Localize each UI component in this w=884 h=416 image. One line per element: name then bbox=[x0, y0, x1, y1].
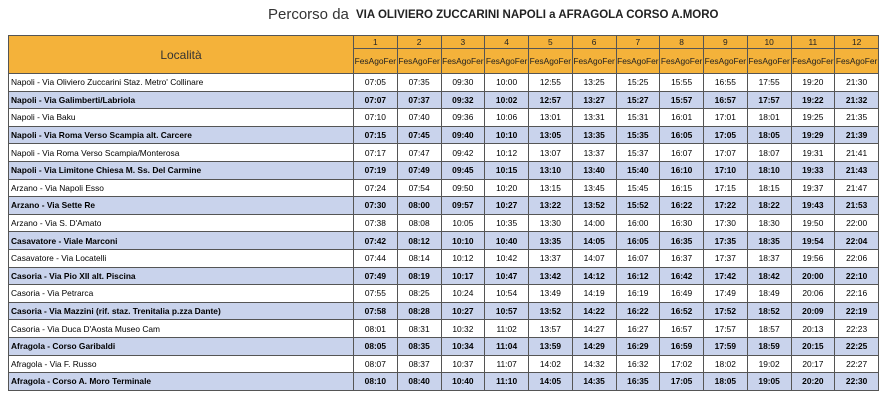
service-days-header: FesAgoFer bbox=[747, 49, 791, 74]
departure-time: 07:38 bbox=[354, 214, 398, 232]
departure-time: 09:36 bbox=[441, 109, 485, 127]
departure-time: 08:19 bbox=[397, 267, 441, 285]
timetable-body bbox=[9, 74, 879, 391]
departure-time: 16:30 bbox=[660, 214, 704, 232]
departure-time: 21:47 bbox=[835, 179, 879, 197]
page-header bbox=[0, 3, 884, 29]
run-number-header: 6 bbox=[572, 36, 616, 49]
run-number-header: 7 bbox=[616, 36, 660, 49]
departure-time: 11:10 bbox=[485, 373, 529, 391]
departure-time: 08:01 bbox=[354, 320, 398, 338]
departure-time: 07:47 bbox=[397, 144, 441, 162]
departure-time: 07:58 bbox=[354, 302, 398, 320]
departure-time: 10:27 bbox=[441, 302, 485, 320]
departure-time: 14:22 bbox=[572, 302, 616, 320]
departure-time: 07:49 bbox=[354, 267, 398, 285]
departure-time: 15:55 bbox=[660, 74, 704, 92]
run-number-header: 10 bbox=[747, 36, 791, 49]
departure-time: 10:27 bbox=[485, 197, 529, 215]
departure-time: 14:07 bbox=[572, 249, 616, 267]
departure-time: 19:02 bbox=[747, 355, 791, 373]
departure-time: 07:42 bbox=[354, 232, 398, 250]
run-number-header: 5 bbox=[529, 36, 573, 49]
departure-time: 14:27 bbox=[572, 320, 616, 338]
stop-name: Arzano - Via Napoli Esso bbox=[9, 179, 354, 197]
departure-time: 21:39 bbox=[835, 126, 879, 144]
departure-time: 09:40 bbox=[441, 126, 485, 144]
departure-time: 19:31 bbox=[791, 144, 835, 162]
stop-name: Casoria - Via Mazzini (rif. staz. Trenitalia p.zza Dante) bbox=[9, 302, 354, 320]
departure-time: 19:56 bbox=[791, 249, 835, 267]
departure-time: 13:05 bbox=[529, 126, 573, 144]
departure-time: 14:05 bbox=[529, 373, 573, 391]
service-days-header: FesAgoFer bbox=[485, 49, 529, 74]
departure-time: 09:50 bbox=[441, 179, 485, 197]
departure-time: 17:57 bbox=[747, 91, 791, 109]
departure-time: 16:07 bbox=[660, 144, 704, 162]
stop-name: Arzano - Via S. D'Amato bbox=[9, 214, 354, 232]
stop-name: Casavatore - Viale Marconi bbox=[9, 232, 354, 250]
departure-time: 10:35 bbox=[485, 214, 529, 232]
departure-time: 07:37 bbox=[397, 91, 441, 109]
departure-time: 19:29 bbox=[791, 126, 835, 144]
departure-time: 13:25 bbox=[572, 74, 616, 92]
departure-time: 08:25 bbox=[397, 285, 441, 303]
departure-time: 22:30 bbox=[835, 373, 879, 391]
departure-time: 18:07 bbox=[747, 144, 791, 162]
stop-name: Napoli - Via Baku bbox=[9, 109, 354, 127]
departure-time: 18:49 bbox=[747, 285, 791, 303]
stop-row bbox=[9, 285, 879, 303]
stop-name: Napoli - Via Oliviero Zuccarini Staz. Metro' Collinare bbox=[9, 74, 354, 92]
stop-row bbox=[9, 109, 879, 127]
departure-time: 13:35 bbox=[572, 126, 616, 144]
stop-row bbox=[9, 126, 879, 144]
departure-time: 22:16 bbox=[835, 285, 879, 303]
departure-time: 18:05 bbox=[704, 373, 748, 391]
departure-time: 13:40 bbox=[572, 161, 616, 179]
departure-time: 13:01 bbox=[529, 109, 573, 127]
departure-time: 21:35 bbox=[835, 109, 879, 127]
departure-time: 14:29 bbox=[572, 337, 616, 355]
departure-time: 17:59 bbox=[704, 337, 748, 355]
departure-time: 17:30 bbox=[704, 214, 748, 232]
service-days-header: FesAgoFer bbox=[835, 49, 879, 74]
departure-time: 22:23 bbox=[835, 320, 879, 338]
location-column-header: Località bbox=[9, 36, 354, 74]
departure-time: 08:31 bbox=[397, 320, 441, 338]
departure-time: 10:12 bbox=[441, 249, 485, 267]
departure-time: 17:55 bbox=[747, 74, 791, 92]
departure-time: 13:49 bbox=[529, 285, 573, 303]
departure-time: 14:32 bbox=[572, 355, 616, 373]
departure-time: 18:05 bbox=[747, 126, 791, 144]
departure-time: 10:40 bbox=[485, 232, 529, 250]
departure-time: 14:19 bbox=[572, 285, 616, 303]
departure-time: 10:34 bbox=[441, 337, 485, 355]
departure-time: 08:00 bbox=[397, 197, 441, 215]
departure-time: 19:43 bbox=[791, 197, 835, 215]
stop-row bbox=[9, 74, 879, 92]
departure-time: 13:52 bbox=[572, 197, 616, 215]
run-number-header: 1 bbox=[354, 36, 398, 49]
run-number-header: 9 bbox=[704, 36, 748, 49]
departure-time: 20:13 bbox=[791, 320, 835, 338]
service-days-header: FesAgoFer bbox=[441, 49, 485, 74]
departure-time: 16:19 bbox=[616, 285, 660, 303]
stop-row bbox=[9, 355, 879, 373]
timetable-header bbox=[9, 36, 879, 74]
departure-time: 21:30 bbox=[835, 74, 879, 92]
departure-time: 10:00 bbox=[485, 74, 529, 92]
stop-row bbox=[9, 161, 879, 179]
departure-time: 16:57 bbox=[660, 320, 704, 338]
departure-time: 17:01 bbox=[704, 109, 748, 127]
departure-time: 16:00 bbox=[616, 214, 660, 232]
departure-time: 07:55 bbox=[354, 285, 398, 303]
service-days-header: FesAgoFer bbox=[397, 49, 441, 74]
departure-time: 13:42 bbox=[529, 267, 573, 285]
departure-time: 16:57 bbox=[704, 91, 748, 109]
departure-time: 17:22 bbox=[704, 197, 748, 215]
departure-time: 10:15 bbox=[485, 161, 529, 179]
departure-time: 22:27 bbox=[835, 355, 879, 373]
departure-time: 09:32 bbox=[441, 91, 485, 109]
departure-time: 16:22 bbox=[660, 197, 704, 215]
departure-time: 11:04 bbox=[485, 337, 529, 355]
service-days-header: FesAgoFer bbox=[354, 49, 398, 74]
stop-row bbox=[9, 267, 879, 285]
departure-time: 16:52 bbox=[660, 302, 704, 320]
run-number-header: 11 bbox=[791, 36, 835, 49]
departure-time: 10:10 bbox=[485, 126, 529, 144]
departure-time: 10:12 bbox=[485, 144, 529, 162]
departure-time: 21:41 bbox=[835, 144, 879, 162]
departure-time: 14:00 bbox=[572, 214, 616, 232]
departure-time: 10:10 bbox=[441, 232, 485, 250]
run-number-header: 2 bbox=[397, 36, 441, 49]
stop-name: Napoli - Via Roma Verso Scampia alt. Carcere bbox=[9, 126, 354, 144]
departure-time: 16:37 bbox=[660, 249, 704, 267]
departure-time: 07:10 bbox=[354, 109, 398, 127]
departure-time: 21:43 bbox=[835, 161, 879, 179]
departure-time: 13:22 bbox=[529, 197, 573, 215]
departure-time: 17:42 bbox=[704, 267, 748, 285]
departure-time: 16:22 bbox=[616, 302, 660, 320]
departure-time: 15:37 bbox=[616, 144, 660, 162]
departure-time: 17:05 bbox=[660, 373, 704, 391]
route-title: VIA OLIVIERO ZUCCARINI NAPOLI a AFRAGOLA CORSO A.MORO bbox=[356, 9, 719, 21]
departure-time: 17:37 bbox=[704, 249, 748, 267]
departure-time: 15:57 bbox=[660, 91, 704, 109]
departure-time: 21:53 bbox=[835, 197, 879, 215]
departure-time: 11:07 bbox=[485, 355, 529, 373]
departure-time: 18:22 bbox=[747, 197, 791, 215]
departure-time: 17:49 bbox=[704, 285, 748, 303]
departure-time: 15:52 bbox=[616, 197, 660, 215]
departure-time: 17:52 bbox=[704, 302, 748, 320]
departure-time: 14:35 bbox=[572, 373, 616, 391]
departure-time: 17:07 bbox=[704, 144, 748, 162]
departure-time: 07:17 bbox=[354, 144, 398, 162]
departure-time: 09:57 bbox=[441, 197, 485, 215]
departure-time: 07:44 bbox=[354, 249, 398, 267]
departure-time: 14:02 bbox=[529, 355, 573, 373]
departure-time: 15:45 bbox=[616, 179, 660, 197]
departure-time: 21:32 bbox=[835, 91, 879, 109]
departure-time: 10:42 bbox=[485, 249, 529, 267]
stop-name: Napoli - Via Roma Verso Scampia/Monterosa bbox=[9, 144, 354, 162]
departure-time: 10:37 bbox=[441, 355, 485, 373]
stop-row bbox=[9, 302, 879, 320]
departure-time: 16:15 bbox=[660, 179, 704, 197]
departure-time: 16:59 bbox=[660, 337, 704, 355]
departure-time: 07:54 bbox=[397, 179, 441, 197]
departure-time: 19:25 bbox=[791, 109, 835, 127]
run-number-header: 12 bbox=[835, 36, 879, 49]
departure-time: 10:40 bbox=[441, 373, 485, 391]
departure-time: 19:05 bbox=[747, 373, 791, 391]
departure-time: 10:05 bbox=[441, 214, 485, 232]
departure-time: 22:10 bbox=[835, 267, 879, 285]
departure-time: 13:27 bbox=[572, 91, 616, 109]
departure-time: 16:35 bbox=[616, 373, 660, 391]
departure-time: 13:57 bbox=[529, 320, 573, 338]
service-days-header: FesAgoFer bbox=[704, 49, 748, 74]
departure-time: 15:31 bbox=[616, 109, 660, 127]
stop-name: Napoli - Via Limitone Chiesa M. Ss. Del Carmine bbox=[9, 161, 354, 179]
departure-time: 20:15 bbox=[791, 337, 835, 355]
stop-row bbox=[9, 214, 879, 232]
departure-time: 10:06 bbox=[485, 109, 529, 127]
stop-name: Afragola - Via F. Russo bbox=[9, 355, 354, 373]
departure-time: 16:55 bbox=[704, 74, 748, 92]
departure-time: 16:10 bbox=[660, 161, 704, 179]
service-days-header: FesAgoFer bbox=[660, 49, 704, 74]
departure-time: 12:57 bbox=[529, 91, 573, 109]
departure-time: 16:12 bbox=[616, 267, 660, 285]
departure-time: 07:07 bbox=[354, 91, 398, 109]
departure-time: 18:30 bbox=[747, 214, 791, 232]
stop-name: Casoria - Via Pio XII alt. Piscina bbox=[9, 267, 354, 285]
stop-name: Arzano - Via Sette Re bbox=[9, 197, 354, 215]
departure-time: 16:42 bbox=[660, 267, 704, 285]
departure-time: 18:35 bbox=[747, 232, 791, 250]
departure-time: 10:57 bbox=[485, 302, 529, 320]
departure-time: 08:07 bbox=[354, 355, 398, 373]
departure-time: 07:40 bbox=[397, 109, 441, 127]
departure-time: 13:31 bbox=[572, 109, 616, 127]
stop-name: Afragola - Corso A. Moro Terminale bbox=[9, 373, 354, 391]
departure-time: 17:10 bbox=[704, 161, 748, 179]
departure-time: 22:06 bbox=[835, 249, 879, 267]
departure-time: 13:10 bbox=[529, 161, 573, 179]
stop-row bbox=[9, 91, 879, 109]
departure-time: 08:35 bbox=[397, 337, 441, 355]
departure-time: 18:37 bbox=[747, 249, 791, 267]
departure-time: 19:33 bbox=[791, 161, 835, 179]
departure-time: 07:49 bbox=[397, 161, 441, 179]
departure-time: 08:37 bbox=[397, 355, 441, 373]
service-days-header: FesAgoFer bbox=[529, 49, 573, 74]
service-days-header: FesAgoFer bbox=[791, 49, 835, 74]
departure-time: 16:32 bbox=[616, 355, 660, 373]
departure-time: 13:52 bbox=[529, 302, 573, 320]
stop-name: Napoli - Via Galimberti/Labriola bbox=[9, 91, 354, 109]
departure-time: 08:08 bbox=[397, 214, 441, 232]
departure-time: 15:25 bbox=[616, 74, 660, 92]
departure-time: 20:20 bbox=[791, 373, 835, 391]
departure-time: 14:12 bbox=[572, 267, 616, 285]
departure-time: 22:19 bbox=[835, 302, 879, 320]
departure-time: 13:37 bbox=[529, 249, 573, 267]
departure-time: 07:24 bbox=[354, 179, 398, 197]
departure-time: 16:01 bbox=[660, 109, 704, 127]
departure-time: 14:05 bbox=[572, 232, 616, 250]
departure-time: 13:30 bbox=[529, 214, 573, 232]
departure-time: 17:35 bbox=[704, 232, 748, 250]
departure-time: 10:47 bbox=[485, 267, 529, 285]
departure-time: 20:00 bbox=[791, 267, 835, 285]
stop-row bbox=[9, 337, 879, 355]
stop-row bbox=[9, 373, 879, 391]
departure-time: 10:32 bbox=[441, 320, 485, 338]
departure-time: 07:19 bbox=[354, 161, 398, 179]
departure-time: 09:45 bbox=[441, 161, 485, 179]
departure-time: 11:02 bbox=[485, 320, 529, 338]
departure-time: 08:10 bbox=[354, 373, 398, 391]
service-days-header: FesAgoFer bbox=[572, 49, 616, 74]
departure-time: 19:22 bbox=[791, 91, 835, 109]
departure-time: 18:15 bbox=[747, 179, 791, 197]
departure-time: 18:02 bbox=[704, 355, 748, 373]
departure-time: 19:20 bbox=[791, 74, 835, 92]
departure-time: 07:05 bbox=[354, 74, 398, 92]
departure-time: 15:27 bbox=[616, 91, 660, 109]
departure-time: 08:12 bbox=[397, 232, 441, 250]
departure-time: 10:20 bbox=[485, 179, 529, 197]
timetable bbox=[8, 35, 879, 391]
departure-time: 12:55 bbox=[529, 74, 573, 92]
departure-time: 07:30 bbox=[354, 197, 398, 215]
departure-time: 18:52 bbox=[747, 302, 791, 320]
title-lead: Percorso da bbox=[268, 6, 349, 23]
departure-time: 18:59 bbox=[747, 337, 791, 355]
stop-row bbox=[9, 197, 879, 215]
departure-time: 07:45 bbox=[397, 126, 441, 144]
departure-time: 10:24 bbox=[441, 285, 485, 303]
departure-time: 13:35 bbox=[529, 232, 573, 250]
departure-time: 15:40 bbox=[616, 161, 660, 179]
departure-time: 13:15 bbox=[529, 179, 573, 197]
departure-time: 13:07 bbox=[529, 144, 573, 162]
departure-time: 09:42 bbox=[441, 144, 485, 162]
run-number-header: 4 bbox=[485, 36, 529, 49]
stop-row bbox=[9, 249, 879, 267]
stop-name: Casavatore - Via Locatelli bbox=[9, 249, 354, 267]
stop-name: Casoria - Via Petrarca bbox=[9, 285, 354, 303]
stop-row bbox=[9, 144, 879, 162]
departure-time: 17:57 bbox=[704, 320, 748, 338]
run-number-header: 3 bbox=[441, 36, 485, 49]
departure-time: 17:15 bbox=[704, 179, 748, 197]
stop-row bbox=[9, 179, 879, 197]
departure-time: 08:28 bbox=[397, 302, 441, 320]
departure-time: 19:37 bbox=[791, 179, 835, 197]
stop-name: Afragola - Corso Garibaldi bbox=[9, 337, 354, 355]
departure-time: 10:17 bbox=[441, 267, 485, 285]
stop-name: Casoria - Via Duca D'Aosta Museo Cam bbox=[9, 320, 354, 338]
departure-time: 22:00 bbox=[835, 214, 879, 232]
departure-time: 08:14 bbox=[397, 249, 441, 267]
departure-time: 18:42 bbox=[747, 267, 791, 285]
departure-time: 10:54 bbox=[485, 285, 529, 303]
departure-time: 19:50 bbox=[791, 214, 835, 232]
departure-time: 18:01 bbox=[747, 109, 791, 127]
departure-time: 20:17 bbox=[791, 355, 835, 373]
departure-time: 15:35 bbox=[616, 126, 660, 144]
departure-time: 22:25 bbox=[835, 337, 879, 355]
departure-time: 18:57 bbox=[747, 320, 791, 338]
departure-time: 17:05 bbox=[704, 126, 748, 144]
service-days-header: FesAgoFer bbox=[616, 49, 660, 74]
stop-row bbox=[9, 232, 879, 250]
departure-time: 17:02 bbox=[660, 355, 704, 373]
stop-row bbox=[9, 320, 879, 338]
departure-time: 09:30 bbox=[441, 74, 485, 92]
departure-time: 16:05 bbox=[616, 232, 660, 250]
departure-time: 08:40 bbox=[397, 373, 441, 391]
departure-time: 08:05 bbox=[354, 337, 398, 355]
departure-time: 22:04 bbox=[835, 232, 879, 250]
departure-time: 07:15 bbox=[354, 126, 398, 144]
departure-time: 13:37 bbox=[572, 144, 616, 162]
departure-time: 07:35 bbox=[397, 74, 441, 92]
departure-time: 19:54 bbox=[791, 232, 835, 250]
departure-time: 13:59 bbox=[529, 337, 573, 355]
run-number-header: 8 bbox=[660, 36, 704, 49]
departure-time: 20:09 bbox=[791, 302, 835, 320]
departure-time: 10:02 bbox=[485, 91, 529, 109]
departure-time: 18:10 bbox=[747, 161, 791, 179]
departure-time: 16:05 bbox=[660, 126, 704, 144]
departure-time: 16:49 bbox=[660, 285, 704, 303]
departure-time: 16:35 bbox=[660, 232, 704, 250]
departure-time: 20:06 bbox=[791, 285, 835, 303]
departure-time: 16:27 bbox=[616, 320, 660, 338]
departure-time: 16:29 bbox=[616, 337, 660, 355]
departure-time: 16:07 bbox=[616, 249, 660, 267]
departure-time: 13:45 bbox=[572, 179, 616, 197]
